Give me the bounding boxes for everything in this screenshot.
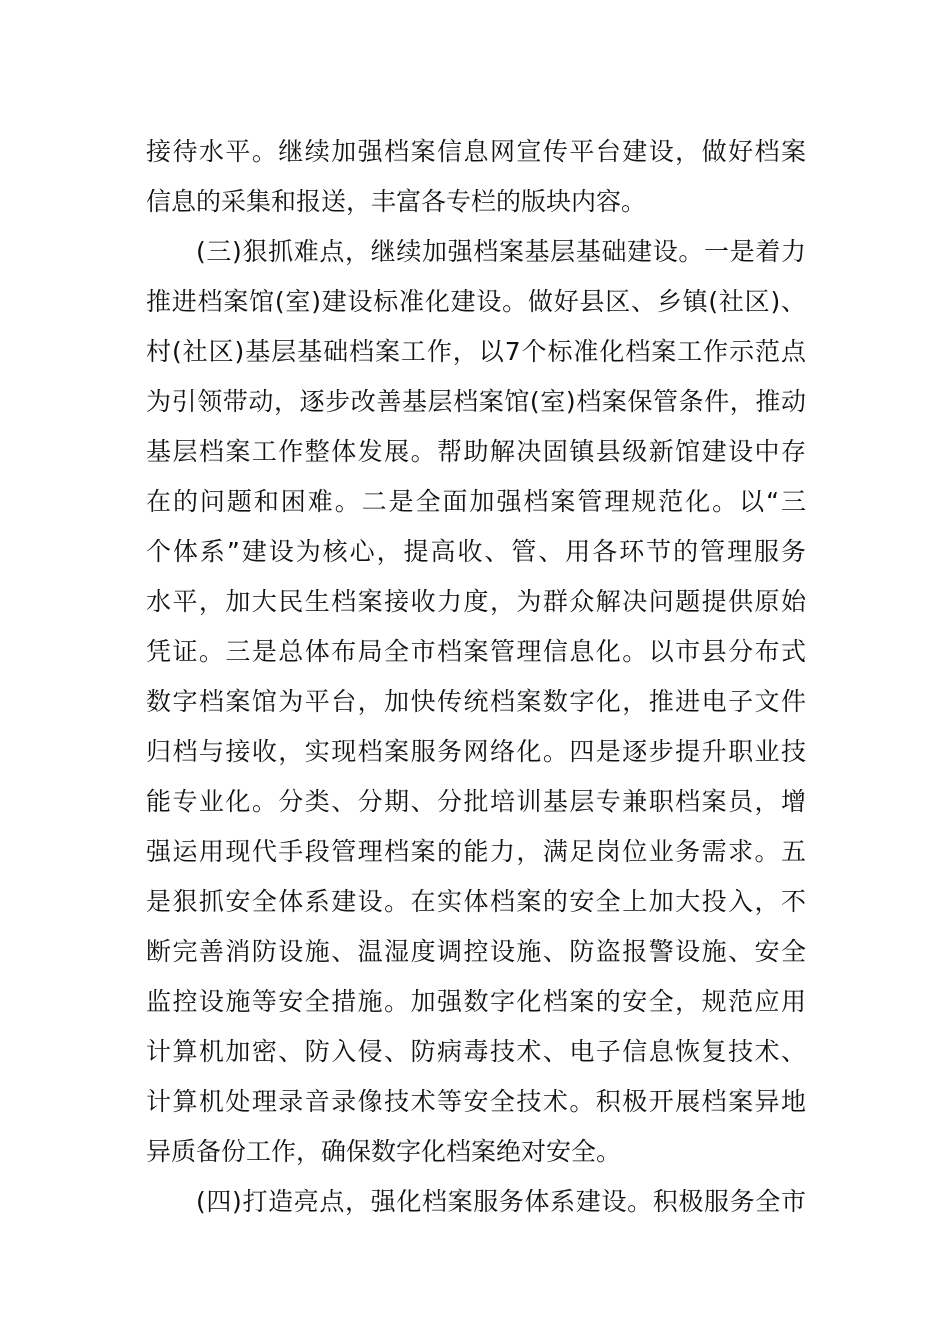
paragraph-start-line: (四)打造亮点，强化档案服务体系建设。积极服务全市 bbox=[196, 1187, 806, 1216]
text-line: 计算机处理录音录像技术等安全技术。积极开展档案异地 bbox=[146, 1087, 806, 1116]
text-line: 村(社区)基层基础档案工作，以7个标准化档案工作示范点 bbox=[146, 337, 806, 366]
text-line: 监控设施等安全措施。加强数字化档案的安全，规范应用 bbox=[146, 987, 806, 1016]
text-line: 水平，加大民生档案接收力度，为群众解决问题提供原始 bbox=[146, 587, 806, 616]
text-line: 异质备份工作，确保数字化档案绝对安全。 bbox=[146, 1137, 622, 1166]
text-line: 信息的采集和报送，丰富各专栏的版块内容。 bbox=[146, 187, 647, 216]
text-line: 强运用现代手段管理档案的能力，满足岗位业务需求。五 bbox=[146, 837, 806, 866]
paragraph-start-line: (三)狠抓难点，继续加强档案基层基础建设。一是着力 bbox=[196, 237, 806, 266]
text-line: 数字档案馆为平台，加快传统档案数字化，推进电子文件 bbox=[146, 687, 806, 716]
text-line: 为引领带动，逐步改善基层档案馆(室)档案保管条件，推动 bbox=[146, 387, 806, 416]
text-line: 个体系”建设为核心，提高收、管、用各环节的管理服务 bbox=[146, 537, 806, 566]
text-line: 计算机加密、防入侵、防病毒技术、电子信息恢复技术、 bbox=[146, 1037, 806, 1066]
text-line: 能专业化。分类、分期、分批培训基层专兼职档案员，增 bbox=[146, 787, 806, 816]
text-line: 归档与接收，实现档案服务网络化。四是逐步提升职业技 bbox=[146, 737, 806, 766]
text-line: 推进档案馆(室)建设标准化建设。做好县区、乡镇(社区)、 bbox=[146, 287, 806, 316]
text-line: 在的问题和困难。二是全面加强档案管理规范化。以“三 bbox=[146, 487, 806, 516]
text-line: 断完善消防设施、温湿度调控设施、防盗报警设施、安全 bbox=[146, 937, 806, 966]
text-line: 基层档案工作整体发展。帮助解决固镇县级新馆建设中存 bbox=[146, 437, 806, 466]
text-line: 接待水平。继续加强档案信息网宣传平台建设，做好档案 bbox=[146, 137, 806, 166]
text-line: 是狠抓安全体系建设。在实体档案的安全上加大投入，不 bbox=[146, 887, 806, 916]
text-line: 凭证。三是总体布局全市档案管理信息化。以市县分布式 bbox=[146, 637, 806, 666]
